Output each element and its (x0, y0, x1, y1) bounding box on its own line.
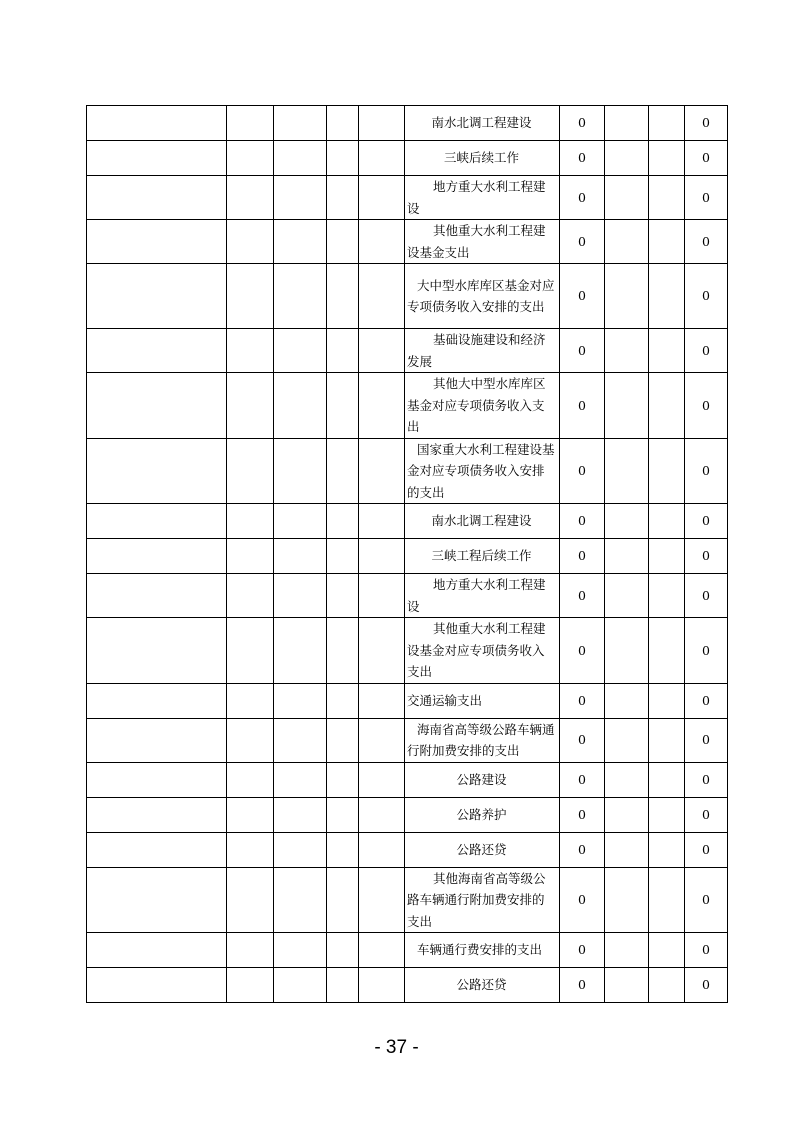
empty-cell (327, 618, 359, 684)
value-cell-b: 0 (685, 141, 728, 176)
item-name-cell: 其他重大水利工程建设基金支出 (405, 220, 560, 264)
table-row (87, 718, 728, 762)
value-cell-a: 0 (560, 329, 605, 373)
item-name-cell: 国家重大水利工程建设基金对应专项债务收入安排的支出 (405, 438, 560, 504)
table-row (87, 618, 728, 684)
empty-cell (87, 176, 227, 220)
empty-cell (87, 797, 227, 832)
table-row (87, 762, 728, 797)
empty-cell (274, 618, 327, 684)
empty-cell (649, 933, 685, 968)
value-cell-b: 0 (685, 438, 728, 504)
empty-cell (274, 438, 327, 504)
empty-cell (227, 867, 274, 933)
value-cell-b: 0 (685, 220, 728, 264)
value-cell-a: 0 (560, 762, 605, 797)
empty-cell (87, 329, 227, 373)
empty-cell (649, 176, 685, 220)
value-cell-a: 0 (560, 106, 605, 141)
empty-cell (649, 220, 685, 264)
empty-cell (359, 762, 405, 797)
item-name-cell: 南水北调工程建设 (405, 106, 560, 141)
value-cell-b: 0 (685, 264, 728, 329)
empty-cell (274, 329, 327, 373)
empty-cell (274, 574, 327, 618)
empty-cell (327, 264, 359, 329)
empty-cell (87, 574, 227, 618)
item-name-cell: 其他海南省高等级公路车辆通行附加费安排的支出 (405, 867, 560, 933)
table-row (87, 968, 728, 1003)
empty-cell (274, 867, 327, 933)
empty-cell (327, 220, 359, 264)
table-row (87, 539, 728, 574)
empty-cell (359, 539, 405, 574)
empty-cell (649, 106, 685, 141)
empty-cell (227, 832, 274, 867)
empty-cell (649, 438, 685, 504)
empty-cell (649, 141, 685, 176)
item-name-cell: 大中型水库库区基金对应专项债务收入安排的支出 (405, 264, 560, 329)
value-cell-b: 0 (685, 718, 728, 762)
empty-cell (227, 373, 274, 439)
empty-cell (649, 762, 685, 797)
empty-cell (359, 438, 405, 504)
empty-cell (605, 797, 649, 832)
value-cell-a: 0 (560, 618, 605, 684)
value-cell-a: 0 (560, 220, 605, 264)
empty-cell (227, 329, 274, 373)
empty-cell (227, 718, 274, 762)
empty-cell (87, 683, 227, 718)
value-cell-b: 0 (685, 762, 728, 797)
empty-cell (605, 264, 649, 329)
value-cell-b: 0 (685, 106, 728, 141)
empty-cell (227, 141, 274, 176)
empty-cell (274, 373, 327, 439)
empty-cell (605, 106, 649, 141)
empty-cell (359, 867, 405, 933)
empty-cell (227, 264, 274, 329)
empty-cell (327, 832, 359, 867)
empty-cell (359, 220, 405, 264)
empty-cell (227, 618, 274, 684)
table-row (87, 220, 728, 264)
empty-cell (605, 539, 649, 574)
value-cell-a: 0 (560, 867, 605, 933)
item-name-cell: 公路养护 (405, 797, 560, 832)
empty-cell (649, 504, 685, 539)
value-cell-a: 0 (560, 968, 605, 1003)
empty-cell (274, 968, 327, 1003)
empty-cell (227, 968, 274, 1003)
table-row (87, 141, 728, 176)
empty-cell (605, 618, 649, 684)
empty-cell (605, 683, 649, 718)
empty-cell (227, 683, 274, 718)
empty-cell (274, 264, 327, 329)
empty-cell (359, 683, 405, 718)
empty-cell (605, 438, 649, 504)
empty-cell (274, 933, 327, 968)
empty-cell (605, 832, 649, 867)
table-row (87, 373, 728, 439)
empty-cell (327, 968, 359, 1003)
empty-cell (274, 683, 327, 718)
empty-cell (605, 867, 649, 933)
item-name-cell: 地方重大水利工程建设 (405, 574, 560, 618)
table-row (87, 574, 728, 618)
value-cell-a: 0 (560, 264, 605, 329)
empty-cell (649, 968, 685, 1003)
empty-cell (649, 867, 685, 933)
empty-cell (87, 141, 227, 176)
item-name-cell: 基础设施建设和经济发展 (405, 329, 560, 373)
empty-cell (605, 373, 649, 439)
budget-table (86, 105, 728, 1003)
value-cell-b: 0 (685, 539, 728, 574)
value-cell-b: 0 (685, 867, 728, 933)
empty-cell (274, 832, 327, 867)
page-number: - 37 - (374, 1037, 419, 1058)
empty-cell (327, 797, 359, 832)
item-name-cell: 公路还贷 (405, 968, 560, 1003)
empty-cell (87, 933, 227, 968)
value-cell-b: 0 (685, 797, 728, 832)
empty-cell (649, 264, 685, 329)
empty-cell (605, 176, 649, 220)
empty-cell (87, 539, 227, 574)
empty-cell (274, 176, 327, 220)
value-cell-a: 0 (560, 832, 605, 867)
empty-cell (649, 797, 685, 832)
empty-cell (227, 574, 274, 618)
empty-cell (87, 373, 227, 439)
empty-cell (359, 718, 405, 762)
empty-cell (327, 141, 359, 176)
empty-cell (359, 106, 405, 141)
value-cell-a: 0 (560, 718, 605, 762)
empty-cell (359, 264, 405, 329)
empty-cell (87, 438, 227, 504)
empty-cell (274, 539, 327, 574)
empty-cell (327, 539, 359, 574)
empty-cell (227, 504, 274, 539)
item-name-cell: 南水北调工程建设 (405, 504, 560, 539)
item-name-cell: 其他大中型水库库区基金对应专项债务收入支出 (405, 373, 560, 439)
item-name-cell: 海南省高等级公路车辆通行附加费安排的支出 (405, 718, 560, 762)
value-cell-b: 0 (685, 574, 728, 618)
value-cell-a: 0 (560, 797, 605, 832)
empty-cell (649, 832, 685, 867)
table-row (87, 504, 728, 539)
empty-cell (359, 933, 405, 968)
value-cell-a: 0 (560, 539, 605, 574)
empty-cell (327, 574, 359, 618)
empty-cell (227, 797, 274, 832)
empty-cell (649, 683, 685, 718)
table-row (87, 264, 728, 329)
value-cell-b: 0 (685, 329, 728, 373)
value-cell-a: 0 (560, 438, 605, 504)
empty-cell (359, 504, 405, 539)
empty-cell (649, 574, 685, 618)
value-cell-b: 0 (685, 968, 728, 1003)
empty-cell (359, 329, 405, 373)
table-row (87, 867, 728, 933)
value-cell-b: 0 (685, 504, 728, 539)
empty-cell (649, 618, 685, 684)
empty-cell (649, 373, 685, 439)
empty-cell (227, 762, 274, 797)
empty-cell (87, 718, 227, 762)
empty-cell (327, 504, 359, 539)
empty-cell (359, 176, 405, 220)
table-body (87, 106, 728, 1003)
empty-cell (87, 968, 227, 1003)
empty-cell (274, 106, 327, 141)
value-cell-a: 0 (560, 574, 605, 618)
table-row (87, 683, 728, 718)
empty-cell (605, 574, 649, 618)
empty-cell (227, 539, 274, 574)
empty-cell (87, 106, 227, 141)
empty-cell (359, 797, 405, 832)
empty-cell (327, 176, 359, 220)
value-cell-a: 0 (560, 176, 605, 220)
empty-cell (649, 329, 685, 373)
item-name-cell: 公路还贷 (405, 832, 560, 867)
empty-cell (274, 718, 327, 762)
value-cell-a: 0 (560, 373, 605, 439)
empty-cell (87, 618, 227, 684)
item-name-cell: 三峡后续工作 (405, 141, 560, 176)
value-cell-b: 0 (685, 683, 728, 718)
empty-cell (649, 718, 685, 762)
empty-cell (274, 220, 327, 264)
empty-cell (227, 438, 274, 504)
empty-cell (327, 373, 359, 439)
item-name-cell: 交通运输支出 (405, 683, 560, 718)
empty-cell (605, 968, 649, 1003)
empty-cell (274, 762, 327, 797)
empty-cell (274, 141, 327, 176)
empty-cell (327, 106, 359, 141)
empty-cell (359, 373, 405, 439)
empty-cell (327, 933, 359, 968)
empty-cell (274, 504, 327, 539)
empty-cell (327, 683, 359, 718)
table-row (87, 176, 728, 220)
empty-cell (605, 933, 649, 968)
value-cell-b: 0 (685, 373, 728, 439)
table-row (87, 106, 728, 141)
empty-cell (227, 220, 274, 264)
table-row (87, 832, 728, 867)
table-row (87, 797, 728, 832)
table-row (87, 329, 728, 373)
value-cell-a: 0 (560, 504, 605, 539)
value-cell-b: 0 (685, 176, 728, 220)
empty-cell (327, 762, 359, 797)
item-name-cell: 三峡工程后续工作 (405, 539, 560, 574)
value-cell-a: 0 (560, 141, 605, 176)
empty-cell (605, 762, 649, 797)
empty-cell (227, 176, 274, 220)
table-row (87, 438, 728, 504)
value-cell-b: 0 (685, 832, 728, 867)
empty-cell (227, 933, 274, 968)
item-name-cell: 地方重大水利工程建设 (405, 176, 560, 220)
value-cell-b: 0 (685, 933, 728, 968)
value-cell-b: 0 (685, 618, 728, 684)
empty-cell (359, 618, 405, 684)
empty-cell (227, 106, 274, 141)
table-row (87, 933, 728, 968)
value-cell-a: 0 (560, 683, 605, 718)
empty-cell (649, 539, 685, 574)
empty-cell (605, 141, 649, 176)
empty-cell (359, 574, 405, 618)
empty-cell (274, 797, 327, 832)
empty-cell (327, 718, 359, 762)
empty-cell (87, 832, 227, 867)
empty-cell (605, 220, 649, 264)
empty-cell (87, 762, 227, 797)
empty-cell (327, 867, 359, 933)
empty-cell (605, 718, 649, 762)
empty-cell (605, 504, 649, 539)
empty-cell (605, 329, 649, 373)
item-name-cell: 其他重大水利工程建设基金对应专项债务收入支出 (405, 618, 560, 684)
empty-cell (87, 504, 227, 539)
empty-cell (87, 264, 227, 329)
item-name-cell: 公路建设 (405, 762, 560, 797)
empty-cell (87, 220, 227, 264)
empty-cell (87, 867, 227, 933)
empty-cell (359, 832, 405, 867)
empty-cell (327, 329, 359, 373)
empty-cell (327, 438, 359, 504)
value-cell-a: 0 (560, 933, 605, 968)
item-name-cell: 车辆通行费安排的支出 (405, 933, 560, 968)
empty-cell (359, 141, 405, 176)
empty-cell (359, 968, 405, 1003)
